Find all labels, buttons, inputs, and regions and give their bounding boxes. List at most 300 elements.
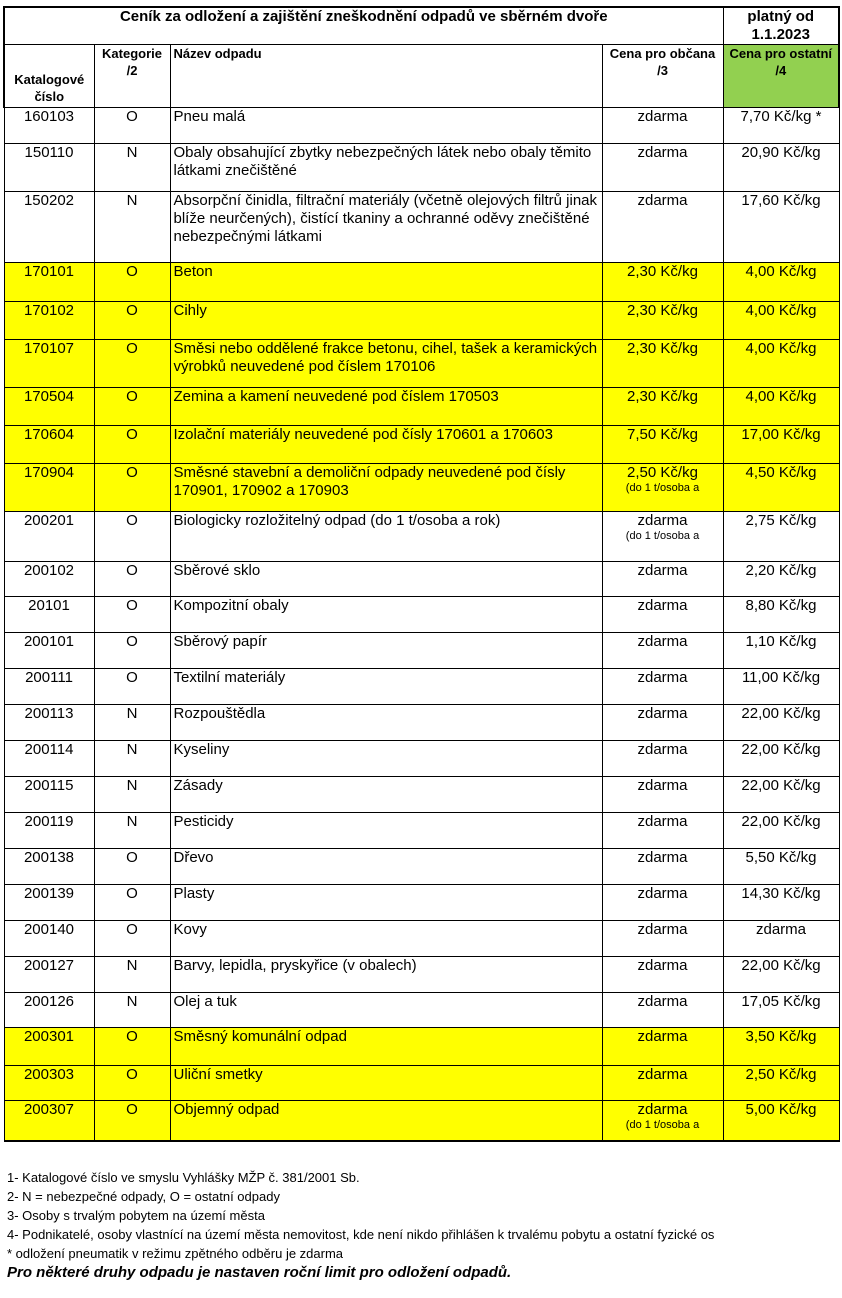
cell-price-citizen — [602, 921, 723, 957]
cell-price-citizen — [602, 192, 723, 263]
cell-name — [170, 669, 602, 705]
cell-code — [4, 993, 94, 1028]
cell-code-text: 150110 — [24, 144, 74, 161]
price-limit-note — [606, 795, 720, 808]
cell-category-text: N — [126, 993, 138, 1010]
cell-name-text: Cihly — [173, 302, 207, 319]
header-price-other: Cena pro ostatní /4 — [723, 45, 839, 108]
cell-price-other-text: 4,00 Kč/kg — [745, 340, 817, 357]
cell-category — [94, 921, 170, 957]
cell-price-other — [723, 813, 839, 849]
cell-name — [170, 340, 602, 388]
price-limit-note — [606, 1011, 720, 1024]
cell-price-other-text: 22,00 Kč/kg — [741, 777, 821, 794]
valid-from: platný od 1.1.2023 — [723, 7, 839, 45]
cell-price-other — [723, 1028, 839, 1066]
header-row — [4, 45, 839, 108]
price-limit-note — [606, 615, 720, 628]
cell-price-other-text: 8,80 Kč/kg — [745, 597, 817, 614]
cell-code-text: 200101 — [23, 633, 75, 650]
table-row — [4, 741, 839, 777]
header-price-citizen: Cena pro občana /3 — [602, 45, 723, 108]
cell-price-other — [723, 993, 839, 1028]
cell-code — [4, 302, 94, 340]
price-limit-note — [606, 580, 720, 593]
cell-price-citizen — [602, 1101, 723, 1142]
cell-price-other — [723, 849, 839, 885]
cell-category — [94, 993, 170, 1028]
cell-code — [4, 340, 94, 388]
cell-name — [170, 741, 602, 777]
cell-category — [94, 885, 170, 921]
cell-name-text: Zásady — [173, 777, 223, 794]
cell-code-text: 20101 — [28, 597, 70, 614]
cell-code-text: 200138 — [23, 849, 75, 866]
price-limit-note — [606, 831, 720, 844]
cell-category — [94, 340, 170, 388]
cell-code-text: 200115 — [24, 777, 74, 794]
cell-price-other-text: 17,00 Kč/kg — [741, 426, 821, 443]
table-row — [4, 993, 839, 1028]
cell-name-text: Směsi nebo oddělené frakce betonu, cihel, tašek a keramických výrobků neuvedené pod číslem 170106 — [173, 340, 598, 375]
cell-code — [4, 669, 94, 705]
price-limit-note — [606, 723, 720, 736]
cell-price-other-text: 2,20 Kč/kg — [745, 562, 817, 579]
cell-name-text: Dřevo — [173, 849, 214, 866]
cell-name-text: Směsný komunální odpad — [173, 1028, 347, 1045]
cell-price-other — [723, 192, 839, 263]
cell-name — [170, 705, 602, 741]
price-limit-note — [606, 939, 720, 952]
footnote-3: 3- Osoby s trvalým pobytem na území města — [7, 1208, 265, 1223]
cell-name — [170, 1066, 602, 1101]
table-row — [4, 388, 839, 426]
cell-code-text: 200114 — [24, 741, 74, 758]
cell-price-other — [723, 741, 839, 777]
cell-category-text: N — [126, 741, 138, 758]
cell-name — [170, 813, 602, 849]
table-row — [4, 921, 839, 957]
cell-code — [4, 1028, 94, 1066]
cell-price-other — [723, 263, 839, 302]
cell-category — [94, 562, 170, 597]
cell-code-text: 200140 — [23, 921, 75, 938]
table-row — [4, 108, 839, 144]
cell-name — [170, 512, 602, 562]
cell-name — [170, 1028, 602, 1066]
cell-price-other — [723, 144, 839, 192]
cell-price-citizen-text: zdarma — [637, 849, 688, 866]
cell-price-citizen-text: zdarma — [637, 813, 688, 830]
cell-name-text: Textilní materiály — [173, 669, 286, 686]
cell-code — [4, 464, 94, 512]
cell-category — [94, 1101, 170, 1142]
cell-price-other-text: 2,75 Kč/kg — [745, 512, 817, 529]
cell-code — [4, 777, 94, 813]
cell-price-other — [723, 957, 839, 993]
cell-name-text: Absorpční činidla, filtrační materiály (včetně olejových filtrů jinak blíže neurčených), čistící tkaniny a ochranné oděvy znečištěné nebezpečnými látkami — [173, 192, 598, 245]
cell-code — [4, 512, 94, 562]
cell-price-citizen-text: zdarma — [637, 993, 688, 1010]
cell-price-citizen — [602, 777, 723, 813]
table-row — [4, 426, 839, 464]
cell-price-citizen — [602, 562, 723, 597]
cell-price-other-text: 22,00 Kč/kg — [741, 957, 821, 974]
cell-price-other — [723, 777, 839, 813]
cell-price-other — [723, 388, 839, 426]
price-limit-note — [606, 406, 720, 419]
cell-price-citizen-text: 2,30 Kč/kg — [627, 340, 698, 357]
cell-name-text: Pesticidy — [173, 813, 234, 830]
cell-price-citizen-text: zdarma — [637, 777, 688, 794]
cell-price-citizen-text: zdarma — [637, 1101, 688, 1118]
price-limit-note — [606, 651, 720, 664]
cell-name — [170, 1101, 602, 1142]
price-limit-note — [606, 320, 720, 333]
cell-code-text: 170102 — [23, 302, 75, 319]
cell-price-citizen — [602, 1066, 723, 1101]
table-row — [4, 1028, 839, 1066]
cell-name-text: Objemný odpad — [173, 1101, 280, 1118]
cell-price-other-text: 17,60 Kč/kg — [741, 192, 821, 209]
price-limit-note: (do 1 t/osoba a — [625, 530, 700, 542]
cell-price-citizen-text: zdarma — [637, 705, 688, 722]
cell-price-citizen — [602, 464, 723, 512]
price-limit-note — [606, 1046, 720, 1059]
price-table-body — [4, 7, 839, 1141]
cell-code — [4, 1066, 94, 1101]
cell-name — [170, 633, 602, 669]
cell-code-text: 150202 — [23, 192, 75, 209]
cell-price-citizen-text: zdarma — [637, 597, 688, 614]
cell-code — [4, 957, 94, 993]
price-limit-note: (do 1 t/osoba a — [625, 1119, 700, 1131]
table-row — [4, 144, 839, 192]
cell-category — [94, 813, 170, 849]
cell-price-other-text: 22,00 Kč/kg — [741, 741, 821, 758]
cell-category — [94, 302, 170, 340]
cell-price-citizen — [602, 669, 723, 705]
cell-price-citizen — [602, 813, 723, 849]
cell-name — [170, 885, 602, 921]
cell-category-text: O — [126, 633, 138, 650]
cell-price-other-text: 7,70 Kč/kg * — [740, 108, 822, 125]
cell-code-text: 200303 — [23, 1066, 75, 1083]
cell-category-text: O — [126, 849, 138, 866]
price-limit-note — [606, 759, 720, 772]
cell-code-text: 160103 — [23, 108, 75, 125]
cell-price-citizen-text: 2,30 Kč/kg — [627, 388, 698, 405]
cell-price-citizen — [602, 1028, 723, 1066]
table-row — [4, 512, 839, 562]
cell-price-citizen — [602, 993, 723, 1028]
cell-code — [4, 885, 94, 921]
cell-price-other-text: 22,00 Kč/kg — [741, 705, 821, 722]
cell-price-citizen-text: zdarma — [637, 512, 688, 529]
cell-category-text: N — [126, 192, 138, 209]
cell-category — [94, 669, 170, 705]
cell-price-citizen-text: zdarma — [637, 741, 688, 758]
cell-category-text: N — [126, 813, 138, 830]
table-row — [4, 464, 839, 512]
cell-code-text: 200126 — [23, 993, 75, 1010]
table-row — [4, 669, 839, 705]
cell-code — [4, 263, 94, 302]
cell-price-other — [723, 597, 839, 633]
price-limit-note — [606, 162, 720, 175]
cell-name-text: Sběrový papír — [173, 633, 267, 650]
cell-price-citizen-text: 2,30 Kč/kg — [627, 302, 698, 319]
cell-price-citizen — [602, 108, 723, 144]
cell-price-other — [723, 108, 839, 144]
cell-price-citizen — [602, 741, 723, 777]
cell-code — [4, 562, 94, 597]
cell-price-citizen — [602, 512, 723, 562]
cell-price-citizen-text: zdarma — [637, 633, 688, 650]
cell-category-text: O — [126, 263, 138, 280]
cell-code-text: 170107 — [23, 340, 75, 357]
price-limit-note — [606, 687, 720, 700]
cell-category-text: O — [126, 921, 138, 938]
cell-code — [4, 144, 94, 192]
cell-price-citizen — [602, 849, 723, 885]
cell-name — [170, 849, 602, 885]
header-name: Název odpadu — [170, 45, 602, 108]
table-row — [4, 849, 839, 885]
cell-name-text: Kovy — [173, 921, 207, 938]
price-limit-note — [606, 358, 720, 371]
cell-price-citizen-text: zdarma — [637, 108, 688, 125]
price-limit-note — [606, 903, 720, 916]
cell-category — [94, 597, 170, 633]
cell-price-other-text: 4,50 Kč/kg — [745, 464, 817, 481]
cell-price-other — [723, 1101, 839, 1142]
table-row — [4, 302, 839, 340]
cell-code-text: 170904 — [23, 464, 75, 481]
cell-category-text: O — [126, 340, 138, 357]
cell-name-text: Kompozitní obaly — [173, 597, 289, 614]
table-row — [4, 562, 839, 597]
table-row — [4, 597, 839, 633]
cell-price-other — [723, 426, 839, 464]
cell-price-other-text: 20,90 Kč/kg — [741, 144, 821, 161]
cell-category — [94, 705, 170, 741]
cell-price-citizen-text: 2,50 Kč/kg — [627, 464, 698, 481]
footnotes — [7, 1168, 842, 1282]
cell-category-text: O — [126, 1028, 138, 1045]
cell-price-other — [723, 1066, 839, 1101]
price-limit-note — [606, 281, 720, 294]
cell-price-citizen-text: zdarma — [637, 885, 688, 902]
cell-price-other-text: 4,00 Kč/kg — [745, 388, 817, 405]
cell-category — [94, 512, 170, 562]
cell-code-text: 200127 — [23, 957, 75, 974]
cell-code — [4, 388, 94, 426]
cell-name — [170, 144, 602, 192]
cell-code — [4, 108, 94, 144]
cell-price-other — [723, 302, 839, 340]
cell-price-other-text: 1,10 Kč/kg — [745, 633, 817, 650]
cell-name-text: Uliční smetky — [173, 1066, 263, 1083]
price-limit-note — [606, 126, 720, 139]
header-category: Kategorie /2 — [94, 45, 170, 108]
cell-price-citizen-text: zdarma — [637, 921, 688, 938]
cell-price-citizen — [602, 388, 723, 426]
cell-name-text: Sběrové sklo — [173, 562, 261, 579]
cell-price-other-text: 3,50 Kč/kg — [745, 1028, 817, 1045]
cell-code — [4, 192, 94, 263]
cell-name — [170, 921, 602, 957]
cell-category — [94, 263, 170, 302]
cell-price-other-text: 5,00 Kč/kg — [745, 1101, 817, 1118]
cell-code — [4, 813, 94, 849]
cell-price-citizen-text: zdarma — [637, 192, 688, 209]
table-row — [4, 813, 839, 849]
cell-price-other-text: 4,00 Kč/kg — [745, 302, 817, 319]
cell-price-other — [723, 921, 839, 957]
cell-category — [94, 108, 170, 144]
cell-category-text: O — [126, 108, 138, 125]
cell-code — [4, 633, 94, 669]
cell-category-text: O — [126, 1066, 138, 1083]
cell-category — [94, 1028, 170, 1066]
cell-price-citizen-text: zdarma — [637, 562, 688, 579]
cell-price-other-text: 5,50 Kč/kg — [745, 849, 817, 866]
cell-category — [94, 144, 170, 192]
cell-name-text: Kyseliny — [173, 741, 230, 758]
cell-price-other-text: 14,30 Kč/kg — [741, 885, 821, 902]
cell-code-text: 200119 — [24, 813, 74, 830]
cell-price-other — [723, 340, 839, 388]
cell-category-text: O — [126, 302, 138, 319]
cell-name — [170, 957, 602, 993]
cell-code-text: 200307 — [23, 1101, 75, 1118]
cell-price-other — [723, 562, 839, 597]
cell-name — [170, 388, 602, 426]
cell-price-citizen-text: zdarma — [637, 669, 688, 686]
cell-price-citizen-text: zdarma — [637, 1066, 688, 1083]
cell-price-citizen-text: zdarma — [637, 957, 688, 974]
cell-name-text: Olej a tuk — [173, 993, 237, 1010]
cell-code — [4, 849, 94, 885]
cell-price-citizen-text: 7,50 Kč/kg — [627, 426, 698, 443]
cell-category-text: N — [126, 957, 138, 974]
cell-name-text: Plasty — [173, 885, 215, 902]
cell-price-other-text: 22,00 Kč/kg — [741, 813, 821, 830]
cell-name-text: Směsné stavební a demoliční odpady neuvedené pod čísly 170901, 170902 a 170903 — [173, 464, 566, 499]
cell-name-text: Zemina a kamení neuvedené pod číslem 170503 — [173, 388, 499, 405]
cell-name-text: Beton — [173, 263, 213, 280]
cell-price-other — [723, 885, 839, 921]
cell-code — [4, 921, 94, 957]
cell-code-text: 170604 — [23, 426, 75, 443]
price-limit-note — [606, 1084, 720, 1097]
cell-code-text: 170101 — [23, 263, 75, 280]
cell-name — [170, 192, 602, 263]
cell-category — [94, 777, 170, 813]
cell-code — [4, 741, 94, 777]
cell-category-text: O — [126, 562, 138, 579]
cell-name — [170, 777, 602, 813]
cell-category — [94, 957, 170, 993]
cell-category-text: O — [126, 464, 138, 481]
cell-name-text: Pneu malá — [173, 108, 246, 125]
cell-name — [170, 302, 602, 340]
cell-category — [94, 1066, 170, 1101]
cell-price-citizen-text: 2,30 Kč/kg — [627, 263, 698, 280]
cell-price-other-text: 17,05 Kč/kg — [741, 993, 821, 1010]
cell-category-text: O — [126, 885, 138, 902]
cell-price-citizen — [602, 957, 723, 993]
cell-price-other — [723, 464, 839, 512]
cell-price-other — [723, 512, 839, 562]
table-title: Ceník za odložení a zajištění zneškodnění odpadů ve sběrném dvoře — [4, 7, 723, 45]
cell-name-text: Izolační materiály neuvedené pod čísly 170601 a 170603 — [173, 426, 553, 443]
cell-code-text: 200111 — [25, 669, 73, 686]
cell-category-text: O — [126, 669, 138, 686]
table-row — [4, 705, 839, 741]
cell-code-text: 170504 — [23, 388, 75, 405]
cell-price-other-text: 11,00 Kč/kg — [741, 669, 821, 686]
title-row — [4, 7, 839, 45]
cell-code-text: 200102 — [23, 562, 75, 579]
price-limit-note — [606, 210, 720, 223]
table-row — [4, 777, 839, 813]
cell-category — [94, 426, 170, 464]
table-row — [4, 957, 839, 993]
cell-name-text: Obaly obsahující zbytky nebezpečných látek nebo obaly těmito látkami znečištěné — [173, 144, 592, 179]
cell-category-text: N — [126, 144, 138, 161]
cell-price-citizen — [602, 263, 723, 302]
cell-code-text: 200201 — [23, 512, 75, 529]
table-row — [4, 633, 839, 669]
cell-name — [170, 597, 602, 633]
cell-price-other-text: 4,00 Kč/kg — [745, 263, 817, 280]
header-code: Katalogové číslo — [4, 45, 94, 108]
cell-price-citizen — [602, 144, 723, 192]
cell-code-text: 200113 — [24, 705, 74, 722]
cell-code — [4, 1101, 94, 1142]
cell-name — [170, 426, 602, 464]
cell-code — [4, 597, 94, 633]
cell-name — [170, 562, 602, 597]
price-table — [3, 6, 840, 1142]
footnote-2: 2- N = nebezpečné odpady, O = ostatní odpady — [7, 1189, 280, 1204]
cell-price-other-text: zdarma — [755, 921, 807, 938]
cell-name-text: Barvy, lepidla, pryskyřice (v obalech) — [173, 957, 417, 974]
cell-price-citizen-text: zdarma — [637, 1028, 688, 1045]
cell-category — [94, 464, 170, 512]
price-limit-note: (do 1 t/osoba a — [625, 482, 700, 494]
table-row — [4, 340, 839, 388]
cell-category — [94, 192, 170, 263]
cell-name — [170, 263, 602, 302]
cell-category-text: O — [126, 512, 138, 529]
cell-category — [94, 388, 170, 426]
cell-category-text: O — [126, 1101, 138, 1118]
price-limit-note — [606, 975, 720, 988]
table-row — [4, 1101, 839, 1142]
footnote-tyres: * odložení pneumatik v režimu zpětného odběru je zdarma — [7, 1246, 344, 1261]
footnote-4: 4- Podnikatelé, osoby vlastnící na území města nemovitost, kde není nikdo přihlášen k trvalému pobytu a ostatní fyzické os — [7, 1227, 715, 1242]
cell-price-citizen — [602, 705, 723, 741]
cell-price-citizen — [602, 302, 723, 340]
cell-code-text: 200139 — [23, 885, 75, 902]
table-row — [4, 263, 839, 302]
cell-category — [94, 849, 170, 885]
cell-name-text: Rozpouštědla — [173, 705, 266, 722]
cell-name — [170, 108, 602, 144]
